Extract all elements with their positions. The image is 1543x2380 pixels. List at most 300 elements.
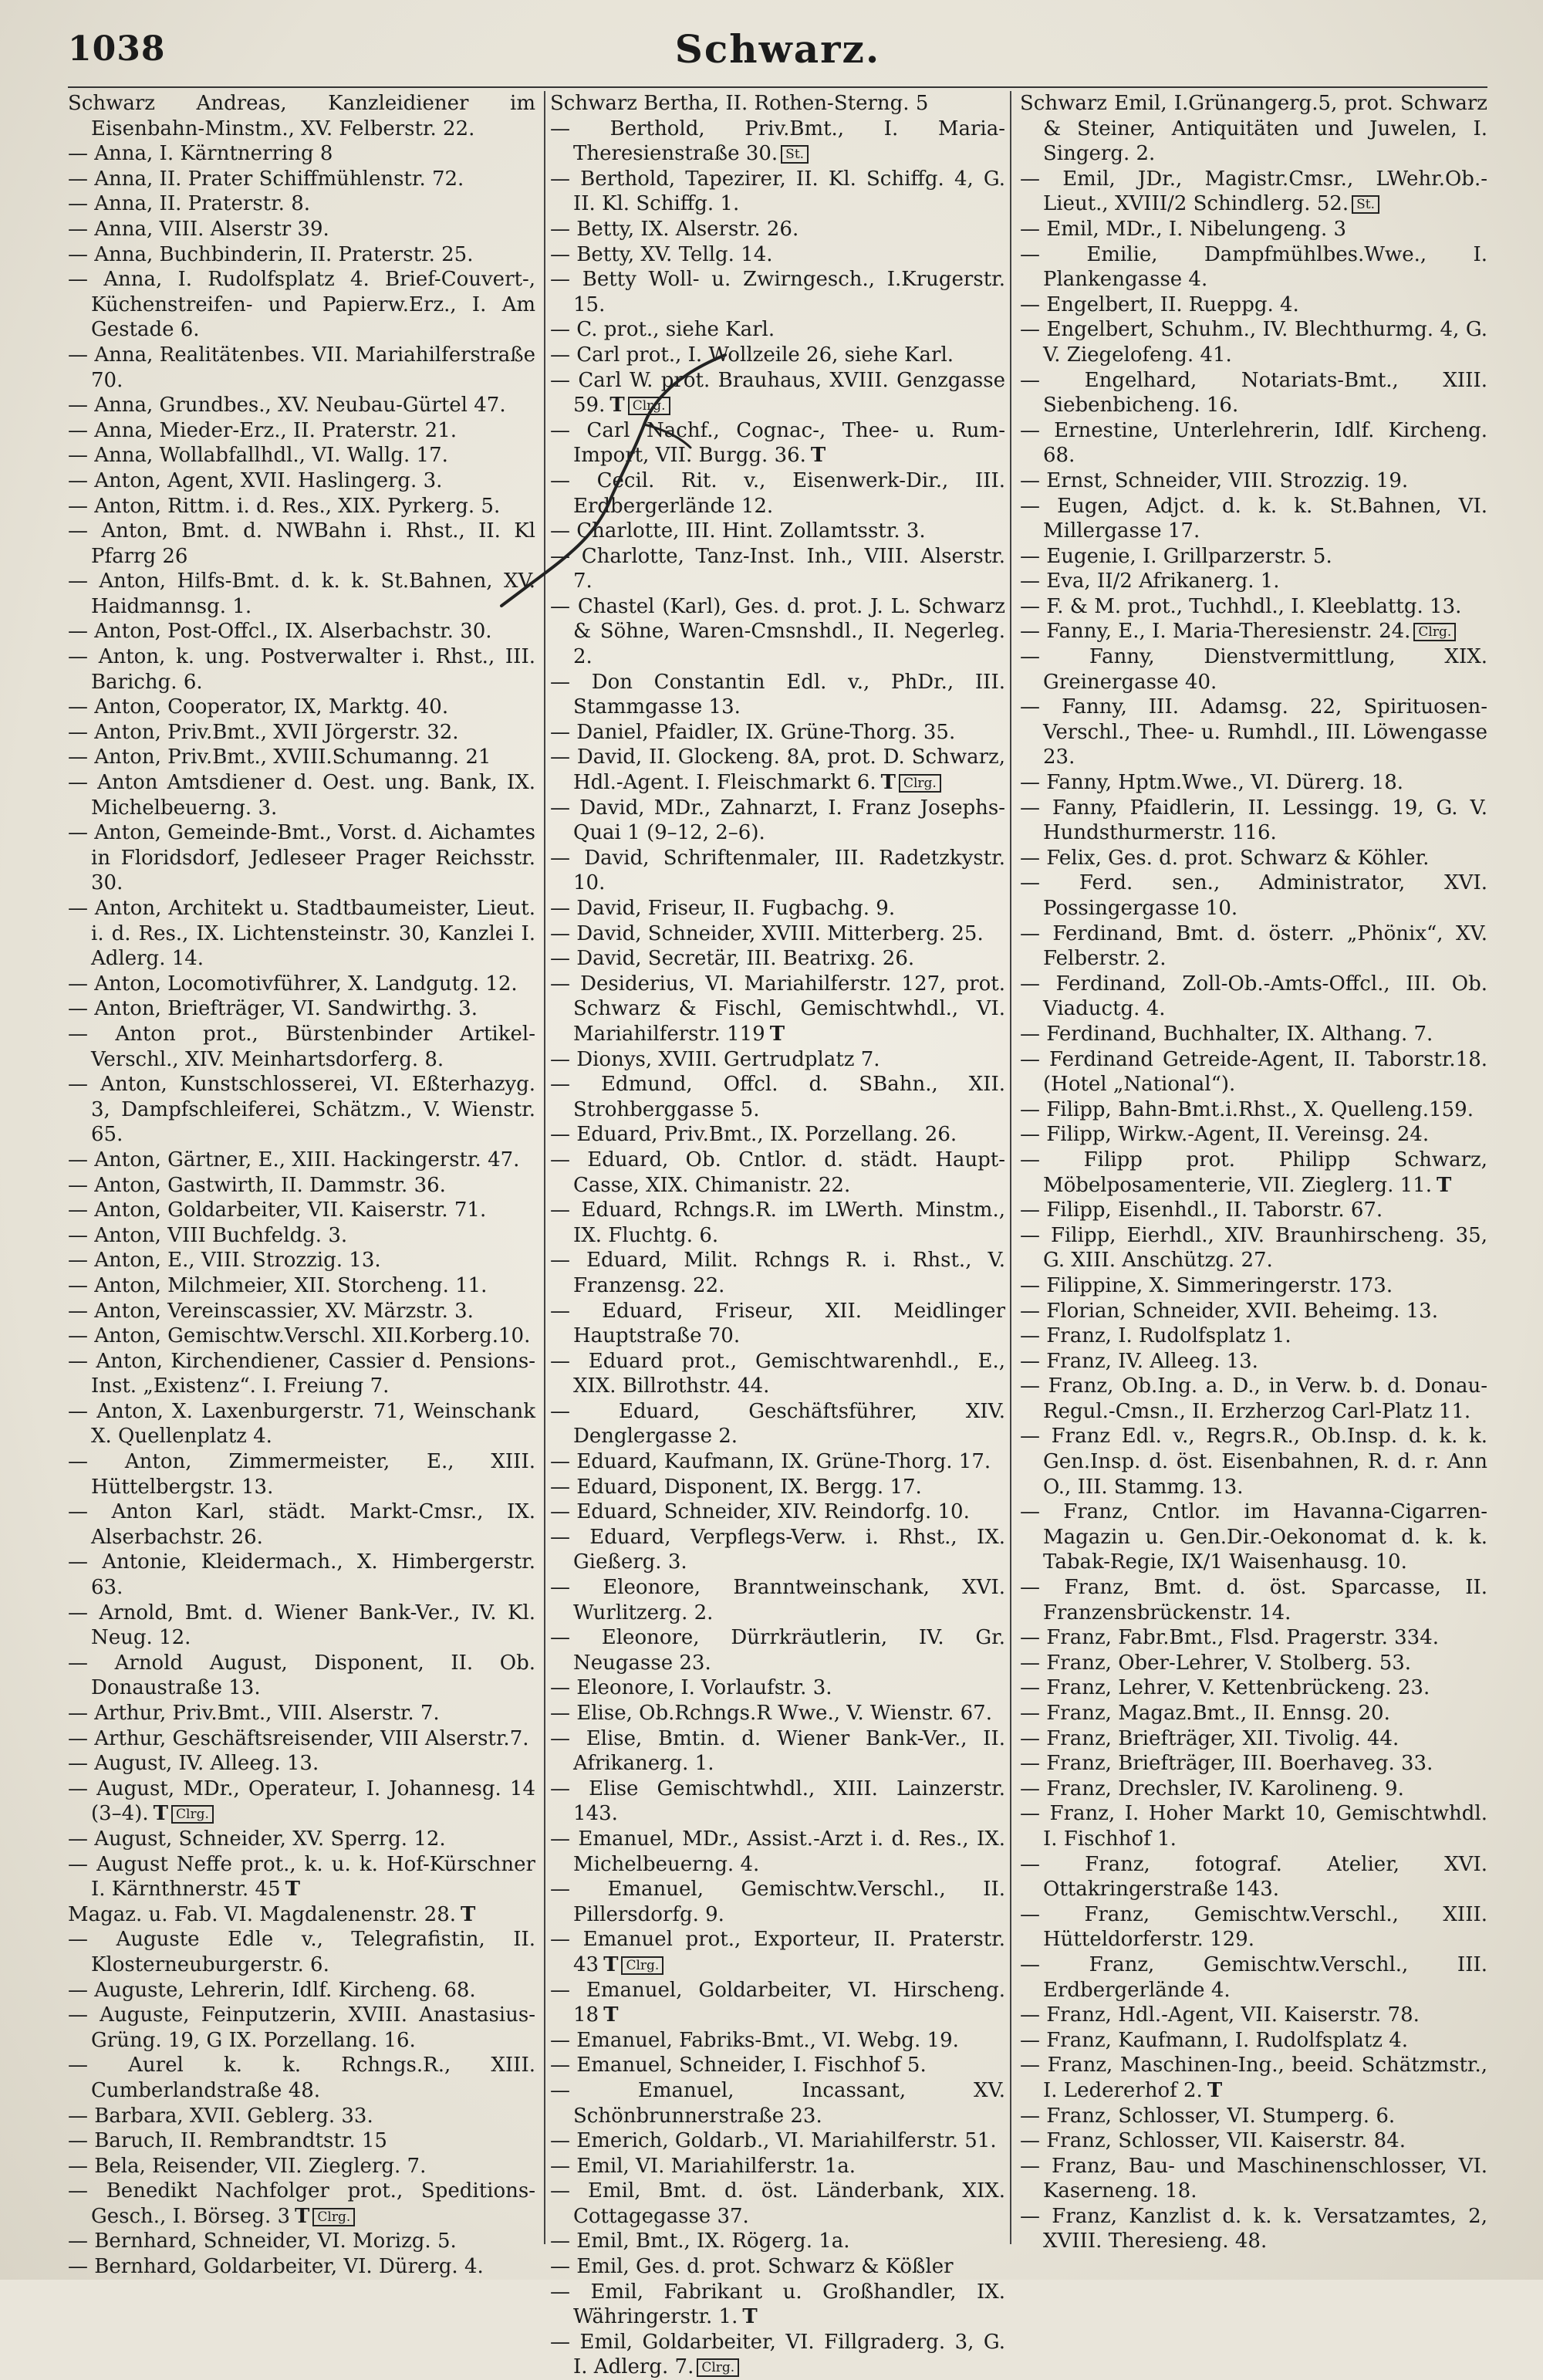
entry-text: — Anton, E., VIII. Strozzig. 13.	[68, 1249, 381, 1273]
directory-entry	[68, 644, 535, 695]
entry-text: — Anna, Buchbinderin, II. Praterstr. 25.	[68, 242, 474, 266]
entry-text: — Anna, II. Praterstr. 8.	[68, 192, 311, 216]
directory-entry	[1020, 1952, 1487, 2003]
page-header	[68, 22, 1487, 83]
header-rule	[68, 86, 1487, 88]
directory-entry	[1020, 644, 1487, 695]
entry-text: — Anton, Bmt. d. NWBahn i. Rhst., II. Kl Pfarrg 26	[68, 519, 535, 568]
entry-text: — Filipp, Eierhdl., XIV. Braunhirscheng. 35, G. XIII. Anschützg. 27.	[1020, 1223, 1487, 1273]
entry-text: — Emil, VI. Mariahilferstr. 1a.	[550, 2154, 856, 2178]
entry-text: — Eugen, Adjct. d. k. k. St.Bahnen, VI. Millergasse 17.	[1020, 494, 1487, 543]
entry-text: — Franz, Lehrer, V. Kettenbrückeng. 23.	[1020, 1676, 1430, 1700]
directory-entry	[550, 217, 1005, 242]
directory-entry	[1020, 2003, 1487, 2028]
directory-entry	[68, 343, 535, 393]
directory-entry	[1020, 1148, 1487, 1198]
directory-entry	[1020, 2128, 1487, 2154]
directory-entry	[1020, 2028, 1487, 2054]
entry-text: — Carl W. prot. Brauhaus, XVIII. Genzgasse 59.	[550, 368, 1005, 418]
directory-entry	[550, 1927, 1005, 1977]
directory-entry	[550, 745, 1005, 795]
directory-entry	[550, 1475, 1005, 1500]
entry-text: — Baruch, II. Rembrandtstr. 15	[68, 2129, 387, 2153]
entry-text: — Anton Amtsdiener d. Oest. ung. Bank, IX. Michelbeuerng. 3.	[68, 771, 535, 820]
entry-text: — Emanuel prot., Exporteur, II. Praterstr. 43	[550, 1928, 1005, 1976]
entry-text: — Fanny, E., I. Maria-Theresienstr. 24.	[1020, 620, 1411, 644]
directory-entry	[550, 317, 1005, 343]
entry-text: — Franz, I. Rudolfsplatz 1.	[1020, 1324, 1291, 1348]
directory-entry	[1020, 494, 1487, 544]
directory-entry	[68, 1601, 535, 1651]
entry-text: — Eduard, Disponent, IX. Bergg. 17.	[550, 1475, 922, 1499]
directory-entry	[550, 1299, 1005, 1349]
directory-entry	[68, 1248, 535, 1273]
entry-text: — Ferd. sen., Administrator, XVI. Possingergasse 10.	[1020, 871, 1487, 920]
directory-entry	[550, 846, 1005, 896]
telephone-mark: T	[609, 394, 625, 418]
entry-text: — Eduard, Rchngs.R. im LWerth. Minstm., IX. Fluchtg. 6.	[550, 1198, 1005, 1247]
directory-entry	[68, 896, 535, 972]
directory-entry	[1020, 695, 1487, 770]
telephone-mark: T	[461, 1902, 476, 1926]
telephone-mark: T	[1207, 2078, 1223, 2102]
directory-entry	[550, 1777, 1005, 1827]
directory-entry	[68, 494, 535, 519]
entry-text: — Anton, Cooperator, IX, Marktg. 40.	[68, 695, 449, 719]
directory-entry	[1020, 91, 1487, 167]
entry-text: — Anna, I. Kärntnerring 8	[68, 142, 333, 166]
directory-entry	[68, 1751, 535, 1777]
directory-entry	[1020, 1097, 1487, 1123]
entry-text: — Felix, Ges. d. prot. Schwarz & Köhler.	[1020, 846, 1430, 870]
directory-entry	[68, 2229, 535, 2254]
entry-text: Schwarz Bertha, II. Rothen-Sterng. 5	[550, 92, 929, 115]
directory-entry	[550, 1877, 1005, 1927]
entry-text: — Anton, Gemeinde-Bmt., Vorst. d. Aichamtes in Floridsdorf, Jedleseer Prager Reichsstr. 30.	[68, 821, 535, 895]
entry-text: — August, MDr., Operateur, I. Johannesg. 14 (3–4).	[68, 1777, 535, 1826]
directory-entry	[1020, 796, 1487, 846]
entry-text: — Emil, Ges. d. prot. Schwarz & Kößler	[550, 2255, 954, 2279]
entry-text: — Franz, Schlosser, VII. Kaiserstr. 84.	[1020, 2129, 1406, 2153]
entry-text: — Eduard, Schneider, XIV. Reindorfg. 10.	[550, 1500, 970, 1524]
directory-entry	[1020, 1726, 1487, 1752]
directory-entry	[68, 1701, 535, 1726]
entry-text: — Anton, Agent, XVII. Haslingerg. 3.	[68, 468, 443, 492]
directory-entry	[550, 2128, 1005, 2154]
directory-entry	[550, 796, 1005, 846]
entry-text: — Anna, Realitätenbes. VII. Mariahilferstraße 70.	[68, 343, 535, 392]
directory-entry	[550, 519, 1005, 544]
directory-entry	[68, 91, 535, 141]
entry-text: — Filipp, Wirkw.-Agent, II. Vereinsg. 24.	[1020, 1123, 1430, 1147]
entry-text: — Carl Nachf., Cognac-, Thee- u. Rum-Import, VII. Burgg. 36.	[550, 418, 1005, 468]
directory-entry	[68, 1927, 535, 1977]
directory-entry	[1020, 1675, 1487, 1701]
entry-text: Schwarz Emil, I.Grünangerg.5, prot. Schwarz & Steiner, Antiquitäten und Juwelen, I. Singerg. 2.	[1020, 92, 1487, 166]
entry-text: — August Neffe prot., k. u. k. Hof-Kürschner I. Kärnthnerstr. 45	[68, 1852, 535, 1902]
directory-entry	[68, 267, 535, 343]
entry-text: — Emanuel, Fabriks-Bmt., VI. Webg. 19.	[550, 2028, 959, 2052]
directory-entry	[550, 1575, 1005, 1625]
entry-text: — Emil, Fabrikant u. Großhandler, IX. Währingerstr. 1.	[550, 2280, 1005, 2329]
directory-entry	[1020, 1223, 1487, 1273]
directory-entry	[1020, 1777, 1487, 1802]
directory-entry	[68, 167, 535, 192]
entry-text: — Cecil. Rit. v., Eisenwerk-Dir., III. Erdbergerlände 12.	[550, 468, 1005, 518]
directory-entry	[68, 1852, 535, 1902]
directory-entry	[68, 1399, 535, 1449]
directory-entry	[1020, 317, 1487, 367]
directory-entry	[550, 343, 1005, 368]
directory-entry	[68, 443, 535, 468]
directory-entry	[1020, 1575, 1487, 1625]
directory-entry	[68, 141, 535, 167]
entry-text: — Emanuel, Goldarbeiter, VI. Hirscheng. 18	[550, 1978, 1005, 2027]
entry-text: — Betty, XV. Tellg. 14.	[550, 242, 773, 266]
entry-text: — Berthold, Tapezirer, II. Kl. Schiffg. 4, G. II. Kl. Schiffg. 1.	[550, 167, 1005, 216]
directory-entry	[550, 167, 1005, 217]
directory-entry	[68, 1223, 535, 1249]
entry-text: — Ernestine, Unterlehrerin, Idlf. Kircheng. 68.	[1020, 418, 1487, 468]
entry-text: — Anton, Vereinscassier, XV. Märzstr. 3.	[68, 1299, 474, 1323]
directory-entry	[550, 1978, 1005, 2028]
directory-entry	[68, 1499, 535, 1550]
directory-entry	[550, 2254, 1005, 2280]
directory-entry	[550, 1122, 1005, 1148]
directory-entry	[550, 117, 1005, 167]
entry-text: — Elise Gemischtwhdl., XIII. Lainzerstr. 143.	[550, 1777, 1005, 1826]
entry-text: — Anton, Gemischtw.Verschl. XII.Korberg.10.	[68, 1324, 531, 1348]
entry-badge: Clrg.	[621, 1956, 663, 1975]
directory-entry	[550, 2229, 1005, 2254]
entry-text: — Anton, Priv.Bmt., XVII Jörgerstr. 32.	[68, 720, 459, 744]
entry-text: — Emerich, Goldarb., VI. Mariahilferstr. 51.	[550, 2129, 997, 2153]
directory-entry	[68, 1449, 535, 1499]
entry-text: — Franz, I. Hoher Markt 10, Gemischtwhdl. I. Fischhof 1.	[1020, 1802, 1487, 1851]
entry-text: — Aurel k. k. Rchngs.R., XIII. Cumberlandstraße 48.	[68, 2054, 535, 2102]
entry-text: — Betty Woll- u. Zwirngesch., I.Krugerstr. 15.	[550, 268, 1005, 316]
entry-text: — Eduard prot., Gemischtwarenhdl., E., XIX. Billrothstr. 44.	[550, 1349, 1005, 1398]
directory-entry	[550, 1349, 1005, 1399]
directory-entry	[550, 2028, 1005, 2054]
entry-text: — Franz, Kaufmann, I. Rudolfsplatz 4.	[1020, 2028, 1409, 2052]
directory-entry	[68, 1651, 535, 1701]
directory-entry	[68, 191, 535, 217]
directory-entry	[1020, 619, 1487, 644]
entry-text: — Dionys, XVIII. Gertrudplatz 7.	[550, 1047, 880, 1071]
entry-text: — Franz Edl. v., Regrs.R., Ob.Insp. d. k. k. Gen.Insp. d. öst. Eisenbahnen, R. d. r. Ann O., III. Stammg. 13.	[1020, 1425, 1487, 1499]
entry-text: — Barbara, XVII. Geblerg. 33.	[68, 2104, 373, 2128]
directory-entry	[68, 1273, 535, 1299]
entry-text: — Desiderius, VI. Mariahilferstr. 127, prot. Schwarz & Fischl, Gemischtwhdl., VI. Mariahilferstr. 119	[550, 972, 1005, 1046]
directory-entry	[1020, 544, 1487, 570]
directory-entry	[550, 267, 1005, 317]
page-number: 1038	[68, 29, 166, 69]
entry-badge: St.	[781, 145, 809, 164]
directory-entry	[550, 1248, 1005, 1298]
directory-entry	[550, 1198, 1005, 1248]
telephone-mark: T	[880, 771, 896, 795]
entry-text: — Eduard, Verpflegs-Verw. i. Rhst., IX. Gießerg. 3.	[550, 1525, 1005, 1574]
entry-text: — Anton, Gärtner, E., XIII. Hackingerstr. 47.	[68, 1148, 520, 1171]
directory-entry	[550, 1625, 1005, 1675]
entry-text: — Emanuel, Gemischtw.Verschl., II. Pillersdorfg. 9.	[550, 1878, 1005, 1926]
entry-text: — Berthold, Priv.Bmt., I. Maria-Theresienstraße 30.	[550, 117, 1005, 166]
entry-text: — Franz, Schlosser, VI. Stumperg. 6.	[1020, 2104, 1396, 2128]
telephone-mark: T	[295, 2204, 310, 2228]
telephone-mark: T	[769, 1022, 785, 1046]
entry-badge: St.	[1352, 195, 1379, 214]
entry-text: — Anton, Gastwirth, II. Dammstr. 36.	[68, 1173, 446, 1197]
entry-text: — Betty, IX. Alserstr. 26.	[550, 217, 799, 241]
directory-entry	[550, 594, 1005, 670]
entry-text: — Anton, Rittm. i. d. Res., XIX. Pyrkerg. 5.	[68, 494, 501, 518]
entry-text: — Engelbert, Schuhm., IV. Blechthurmg. 4, G. V. Ziegelofeng. 41.	[1020, 318, 1487, 367]
entry-text: — Carl prot., I. Wollzeile 26, siehe Karl.	[550, 343, 954, 367]
column-left	[68, 91, 535, 2279]
directory-entry	[1020, 1701, 1487, 1726]
directory-entry	[1020, 1751, 1487, 1777]
entry-text: — Franz, Ob.Ing. a. D., in Verw. b. d. Donau-Regul.-Cmsn., II. Erzherzog Carl-Platz 11.	[1020, 1374, 1487, 1423]
directory-entry	[550, 1675, 1005, 1701]
directory-entry	[1020, 972, 1487, 1022]
entry-text: — Ferdinand, Buchhalter, IX. Althang. 7.	[1020, 1022, 1433, 1046]
entry-text: — Eleonore, Branntweinschank, XVI. Wurlitzerg. 2.	[550, 1576, 1005, 1624]
entry-text: — David, Secretär, III. Beatrixg. 26.	[550, 947, 915, 971]
directory-entry	[1020, 1198, 1487, 1223]
directory-entry	[68, 2179, 535, 2229]
entry-text: — David, Schriftenmaler, III. Radetzkystr. 10.	[550, 846, 1005, 895]
entry-text: — Anton, VIII Buchfeldg. 3.	[68, 1223, 348, 1247]
entry-badge: Clrg.	[171, 1805, 214, 1824]
directory-entry	[68, 2154, 535, 2179]
directory-entry	[1020, 217, 1487, 242]
entry-text: — Eugenie, I. Grillparzerstr. 5.	[1020, 544, 1332, 568]
entry-text: — Anton, Post-Offcl., IX. Alserbachstr. 30.	[68, 620, 492, 644]
entry-text: — Anton, Milchmeier, XII. Storcheng. 11.	[68, 1273, 488, 1297]
entry-text: — Franz, Briefträger, III. Boerhaveg. 33.	[1020, 1752, 1433, 1776]
entry-text: — Fanny, Hptm.Wwe., VI. Dürerg. 18.	[1020, 771, 1404, 795]
entry-text: — Eduard, Friseur, XII. Meidlinger Hauptstraße 70.	[550, 1299, 1005, 1348]
directory-entry	[68, 1726, 535, 1752]
entry-text: — Eduard, Ob. Cntlor. d. städt. Haupt-Casse, XIX. Chimanistr. 22.	[550, 1148, 1005, 1197]
entry-text: — Emilie, Dampfmühlbes.Wwe., I. Plankengasse 4.	[1020, 242, 1487, 292]
entry-text: — Chastel (Karl), Ges. d. prot. J. L. Schwarz & Söhne, Waren-Cmsnshdl., II. Negerleg. 2.	[550, 594, 1005, 669]
directory-entry	[1020, 1122, 1487, 1148]
entry-text: — Filipp, Eisenhdl., II. Taborstr. 67.	[1020, 1198, 1383, 1222]
directory-entry	[68, 1148, 535, 1173]
entry-text: — Engelbert, II. Rueppg. 4.	[1020, 292, 1299, 316]
directory-entry	[68, 468, 535, 494]
directory-entry	[68, 1299, 535, 1324]
directory-entry	[1020, 2053, 1487, 2103]
entry-text: — Anton, Zimmermeister, E., XIII. Hüttelbergstr. 13.	[68, 1450, 535, 1499]
entry-text: — Eleonore, Dürrkräutlerin, IV. Gr. Neugasse 23.	[550, 1626, 1005, 1675]
entry-text: — Franz, Maschinen-Ing., beeid. Schätzmstr., I. Ledererhof 2.	[1020, 2054, 1487, 2102]
directory-entry	[550, 368, 1005, 418]
entry-text: — Eduard, Milit. Rchngs R. i. Rhst., V. Franzensg. 22.	[550, 1249, 1005, 1297]
directory-entry	[550, 544, 1005, 594]
entry-text: — Filippine, X. Simmeringerstr. 173.	[1020, 1273, 1393, 1297]
directory-entry	[68, 1978, 535, 2003]
entry-text: — Ferdinand, Zoll-Ob.-Amts-Offcl., III. Ob. Viaductg. 4.	[1020, 972, 1487, 1021]
entry-text: — Anton, k. ung. Postverwalter i. Rhst., III. Barichg. 6.	[68, 645, 535, 694]
entry-text: — Anton, Kirchendiener, Cassier d. Pensions-Inst. „Existenz“. I. Freiung 7.	[68, 1349, 535, 1398]
entry-text: — David, Friseur, II. Fugbachg. 9.	[550, 897, 896, 920]
directory-entry	[1020, 1499, 1487, 1575]
entry-text: — David, MDr., Zahnarzt, I. Franz Josephs-Quai 1 (9–12, 2–6).	[550, 796, 1005, 845]
entry-text: — Emil, JDr., Magistr.Cmsr., LWehr.Ob.-Lieut., XVIII/2 Schindlerg. 52.	[1020, 167, 1487, 216]
directory-entry	[1020, 1047, 1487, 1097]
telephone-mark: T	[285, 1878, 300, 1902]
directory-entry	[550, 2280, 1005, 2330]
entry-text: — Bernhard, Schneider, VI. Morizg. 5.	[68, 2230, 457, 2253]
directory-entry	[550, 720, 1005, 745]
entry-text: — Franz, Ober-Lehrer, V. Stolberg. 53.	[1020, 1651, 1412, 1675]
entry-text: Magaz. u. Fab. VI. Magdalenenstr. 28.	[68, 1902, 457, 1926]
entry-text: — Benedikt Nachfolger prot., Speditions-Gesch., I. Börseg. 3	[68, 2179, 535, 2228]
directory-entry	[1020, 1299, 1487, 1324]
directory-entry	[68, 972, 535, 997]
directory-entry	[1020, 242, 1487, 292]
telephone-mark: T	[742, 2305, 758, 2329]
directory-entry	[68, 2104, 535, 2129]
directory-entry	[550, 2154, 1005, 2179]
entry-text: — Eduard, Priv.Bmt., IX. Porzellang. 26.	[550, 1123, 957, 1147]
entry-text: — Franz, Drechsler, IV. Karolineng. 9.	[1020, 1777, 1404, 1800]
directory-entry	[1020, 1022, 1487, 1047]
entry-text: Schwarz Andreas, Kanzleidiener im Eisenbahn-Minstm., XV. Felberstr. 22.	[68, 92, 535, 140]
directory-entry	[550, 1499, 1005, 1525]
entry-text: — Franz, fotograf. Atelier, XVI. Ottakringerstraße 143.	[1020, 1852, 1487, 1902]
directory-entry	[1020, 2204, 1487, 2254]
entry-text: — Emil, Bmt., IX. Rögerg. 1a.	[550, 2230, 850, 2253]
entry-text: — Eduard, Kaufmann, IX. Grüne-Thorg. 17.	[550, 1450, 991, 1474]
entry-text: — Anton, X. Laxenburgerstr. 71, Weinschank X. Quellenplatz 4.	[68, 1399, 535, 1449]
directory-entry	[1020, 871, 1487, 921]
entry-text: — Anton, Architekt u. Stadtbaumeister, Lieut. i. d. Res., IX. Lichtensteinstr. 30, Kanzlei I. Adlerg. 14.	[68, 897, 535, 971]
directory-entry	[68, 1550, 535, 1600]
entry-text: — Anton Karl, städt. Markt-Cmsr., IX. Alserbachstr. 26.	[68, 1500, 535, 1549]
entry-text: — Anton prot., Bürstenbinder Artikel-Verschl., XIV. Meinhartsdorferg. 8.	[68, 1022, 535, 1071]
entry-text: — Arthur, Priv.Bmt., VIII. Alserstr. 7.	[68, 1702, 440, 1725]
entry-text: — Eva, II/2 Afrikanerg. 1.	[1020, 570, 1280, 593]
entry-badge: Clrg.	[697, 2358, 739, 2377]
directory-entry	[550, 1072, 1005, 1122]
entry-text: — Eduard, Geschäftsführer, XIV. Denglergasse 2.	[550, 1399, 1005, 1449]
entry-text: — Ferdinand Getreide-Agent, II. Taborstr.18. (Hotel „National“).	[1020, 1047, 1487, 1097]
directory-entry	[1020, 770, 1487, 796]
directory-entry	[550, 946, 1005, 972]
entry-badge: Clrg.	[628, 397, 670, 415]
directory-entry	[1020, 1324, 1487, 1349]
entry-text: — Filipp prot. Philipp Schwarz, Möbelposamenterie, VII. Zieglerg. 11.	[1020, 1148, 1487, 1197]
telephone-mark: T	[1436, 1173, 1452, 1197]
entry-text: — Engelhard, Notariats-Bmt., XIII. Siebenbicheng. 16.	[1020, 368, 1487, 418]
running-head: Schwarz.	[674, 26, 881, 72]
directory-entry	[550, 1399, 1005, 1449]
entry-text: — Anton, Locomotivführer, X. Landgutg. 12.	[68, 972, 518, 996]
directory-entry	[550, 242, 1005, 268]
entry-text: — C. prot., siehe Karl.	[550, 318, 775, 342]
telephone-mark: T	[810, 444, 826, 468]
directory-entry	[1020, 2154, 1487, 2204]
entry-text: — Don Constantin Edl. v., PhDr., III. Stammgasse 13.	[550, 670, 1005, 719]
directory-entry	[68, 996, 535, 1022]
directory-entry	[68, 820, 535, 896]
directory-entry	[68, 745, 535, 770]
directory-entry	[1020, 2104, 1487, 2129]
entry-text: — Franz, IV. Alleeg. 13.	[1020, 1349, 1258, 1373]
directory-entry	[68, 1827, 535, 1852]
directory-entry	[550, 921, 1005, 947]
directory-entry	[1020, 418, 1487, 468]
entry-text: — Anton, Kunstschlosserei, VI. Eßterhazyg. 3, Dampfschleiferei, Schätzm., V. Wienstr. 65.	[68, 1073, 535, 1147]
entry-text: — August, Schneider, XV. Sperrg. 12.	[68, 1827, 446, 1851]
entry-text: — Franz, Magaz.Bmt., II. Ennsg. 20.	[1020, 1702, 1390, 1725]
text-columns	[68, 91, 1487, 2379]
directory-entry	[550, 91, 1005, 117]
directory-entry	[1020, 167, 1487, 217]
entry-text: — August, IV. Alleeg. 13.	[68, 1752, 319, 1776]
directory-entry	[68, 695, 535, 720]
directory-entry	[68, 1072, 535, 1148]
entry-text: — Anton, Hilfs-Bmt. d. k. k. St.Bahnen, XV. Haidmannsg. 1.	[68, 570, 535, 618]
directory-entry	[1020, 468, 1487, 494]
entry-text: — Auguste Edle v., Telegrafistin, II. Klosterneuburgerstr. 6.	[68, 1928, 535, 1976]
entry-text: — Fanny, Pfaidlerin, II. Lessingg. 19, G. V. Hundsthurmerstr. 116.	[1020, 796, 1487, 845]
directory-entry	[1020, 846, 1487, 871]
directory-entry	[1020, 1852, 1487, 1902]
directory-entry	[550, 1449, 1005, 1475]
directory-entry	[68, 2128, 535, 2154]
entry-text: — Emanuel, Incassant, XV. Schönbrunnerstraße 23.	[550, 2078, 1005, 2128]
directory-entry	[550, 418, 1005, 468]
directory-entry	[1020, 368, 1487, 418]
entry-text: — Franz, Briefträger, XII. Tivolig. 44.	[1020, 1726, 1400, 1750]
telephone-mark: T	[603, 1952, 619, 1976]
directory-entry	[1020, 1625, 1487, 1651]
entry-text: — Fanny, III. Adamsg. 22, Spirituosen-Verschl., Thee- u. Rumhdl., III. Löwengasse 23.	[1020, 695, 1487, 769]
entry-text: — Daniel, Pfaidler, IX. Grüne-Thorg. 35.	[550, 720, 956, 744]
entry-text: — Emil, Goldarbeiter, VI. Fillgraderg. 3, G. I. Adlerg. 7.	[550, 2330, 1005, 2379]
telephone-mark: T	[153, 1802, 168, 1826]
directory-entry	[68, 1198, 535, 1223]
directory-entry	[550, 1525, 1005, 1575]
entry-text: — Emanuel, Schneider, I. Fischhof 5.	[550, 2054, 927, 2077]
directory-entry	[1020, 1424, 1487, 1499]
entry-text: — Anna, VIII. Alserstr 39.	[68, 217, 329, 241]
directory-entry	[68, 569, 535, 619]
directory-entry	[1020, 1349, 1487, 1374]
entry-badge: Clrg.	[899, 774, 941, 793]
entry-text: — Anton, Goldarbeiter, VII. Kaiserstr. 71.	[68, 1198, 487, 1222]
directory-entry	[1020, 1902, 1487, 1952]
entry-text: — Edmund, Offcl. d. SBahn., XII. Strohberggasse 5.	[550, 1073, 1005, 1121]
directory-entry	[1020, 1374, 1487, 1424]
entry-text: — Charlotte, III. Hint. Zollamtsstr. 3.	[550, 519, 926, 543]
directory-entry	[1020, 292, 1487, 318]
directory-entry	[68, 2053, 535, 2103]
column-right	[1020, 91, 1487, 2253]
directory-entry	[1020, 594, 1487, 620]
entry-text: — Bernhard, Goldarbeiter, VI. Dürerg. 4.	[68, 2255, 484, 2279]
directory-entry	[550, 1047, 1005, 1073]
entry-text: — Bela, Reisender, VII. Zieglerg. 7.	[68, 2154, 427, 2178]
entry-text: — Franz, Hdl.-Agent, VII. Kaiserstr. 78.	[1020, 2003, 1420, 2027]
entry-text: — Florian, Schneider, XVII. Beheimg. 13.	[1020, 1299, 1438, 1323]
entry-text: — Anna, I. Rudolfsplatz 4. Brief-Couvert-, Küchenstreifen- und Papierw.Erz., I. Am Gestade 6.	[68, 268, 535, 342]
